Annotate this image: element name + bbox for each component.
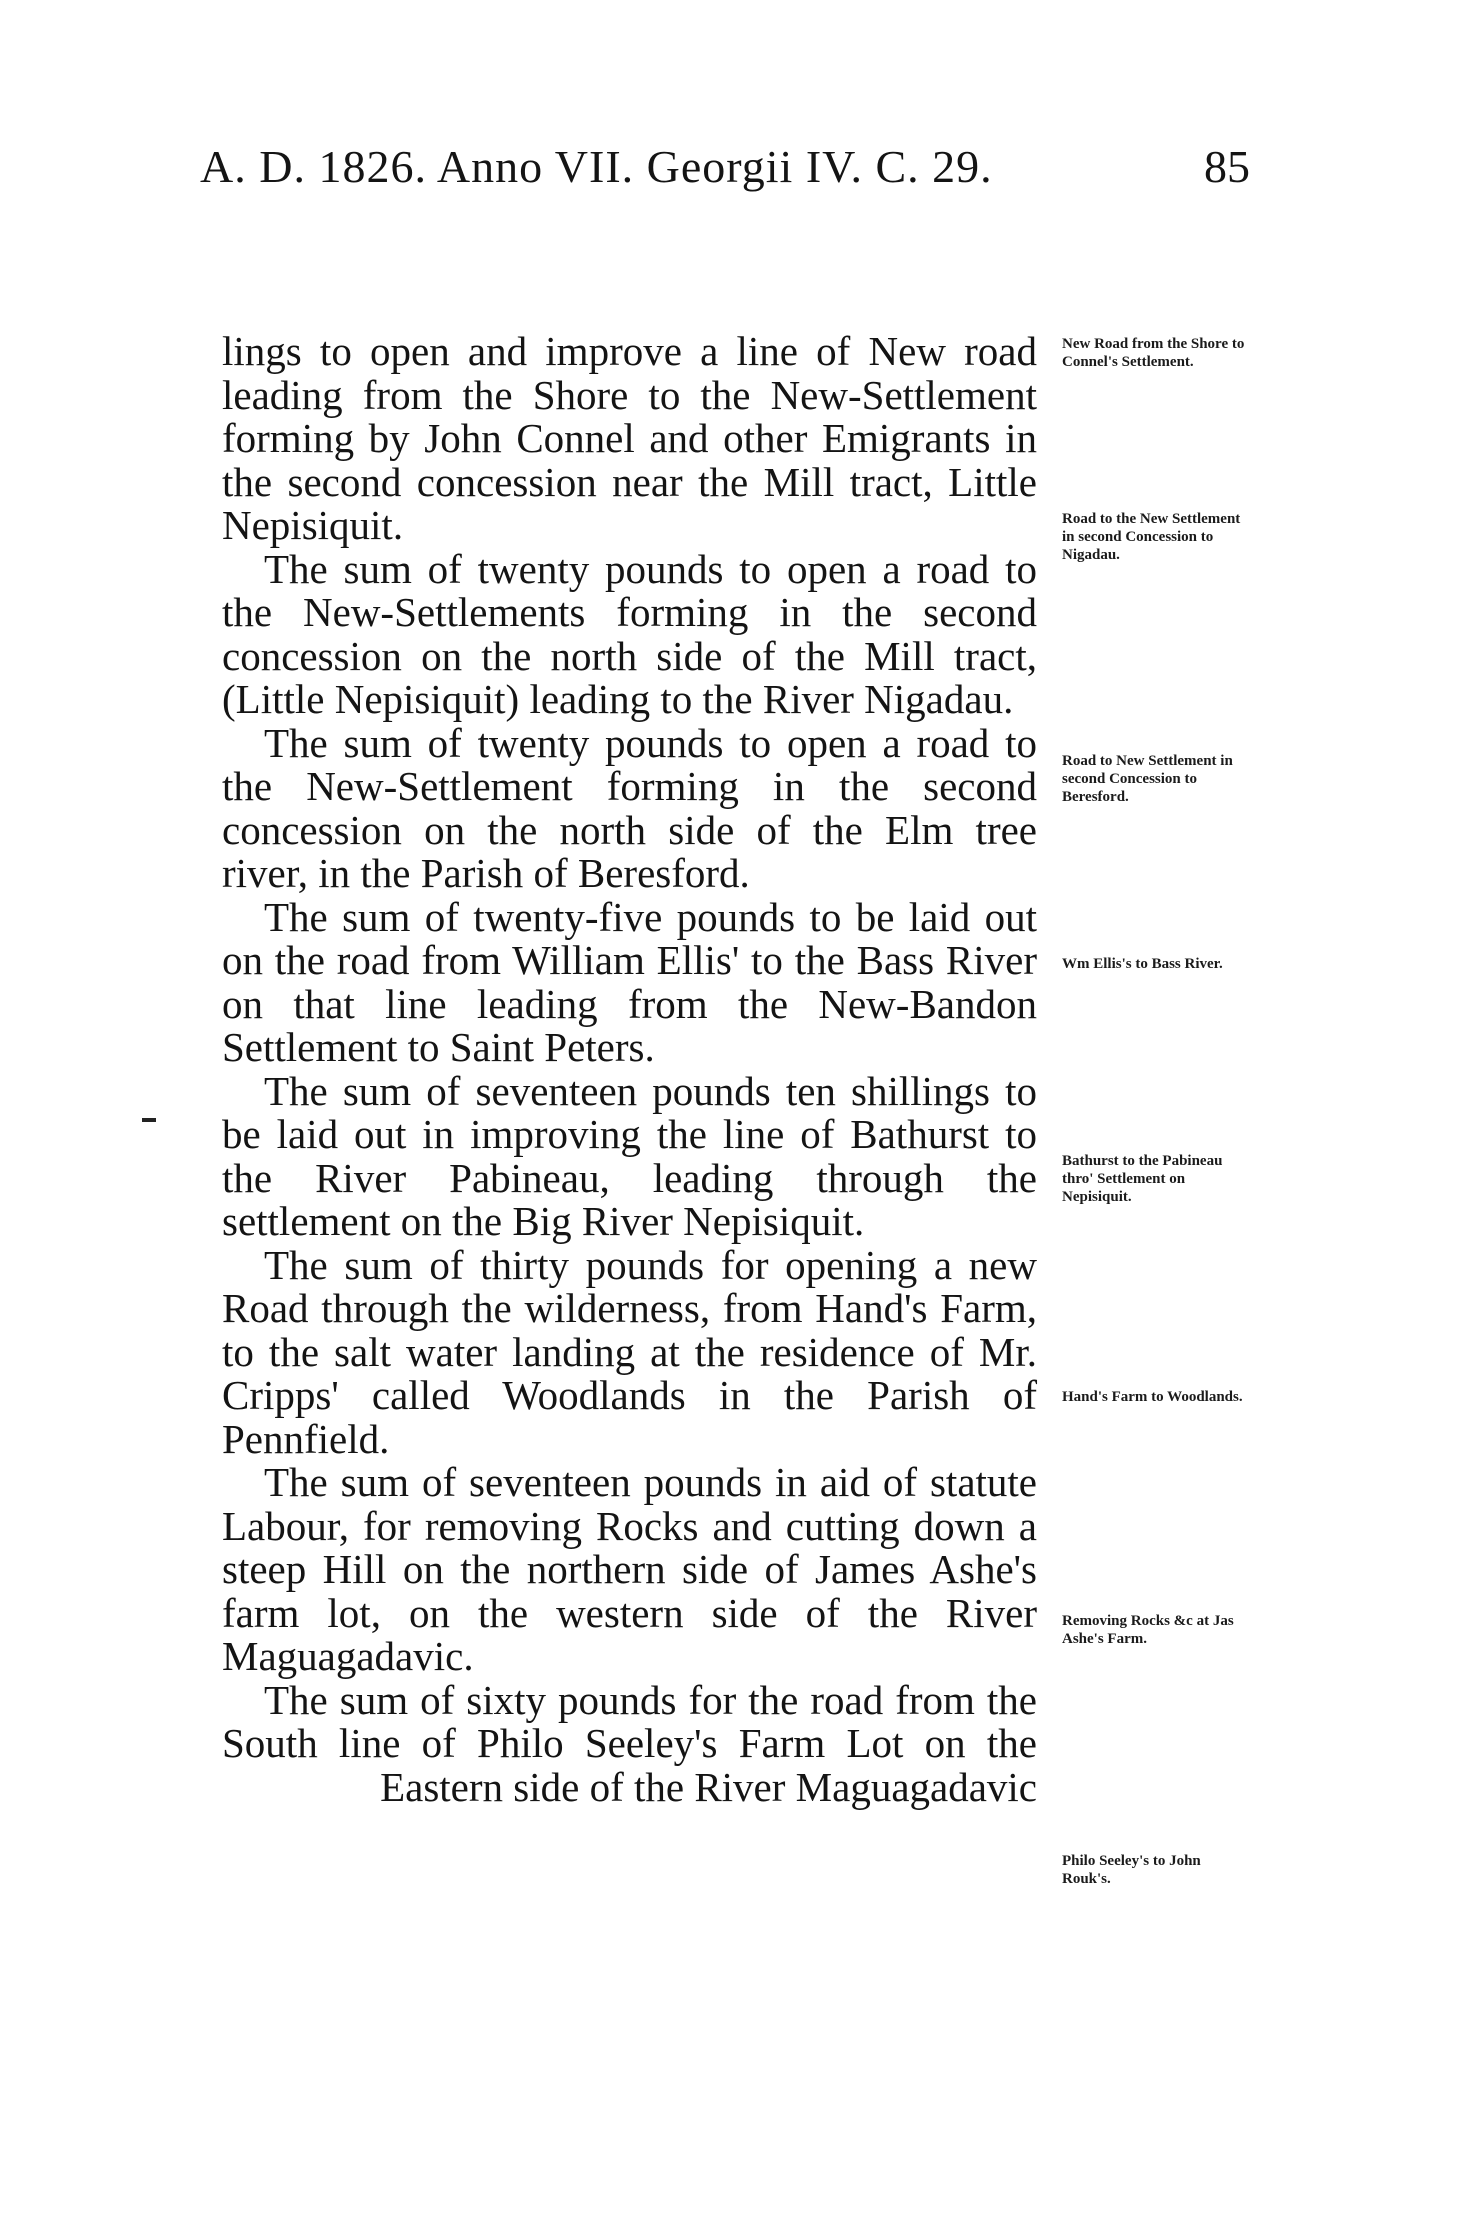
paragraph: The sum of twenty pounds to open a road to the New-Settlements forming in the second concession on the north side of the Mill tract, (Little Nepisiquit) leading to the River Nigadau.	[222, 545, 1037, 722]
margin-note: Hand's Farm to Woodlands.	[1062, 1389, 1243, 1405]
body-text	[222, 330, 1037, 1809]
margin-note: Philo Seeley's to John Rouk's.	[1062, 1853, 1201, 1887]
margin-note: Road to New Settlement in second Concession to Beresford.	[1062, 753, 1233, 805]
paragraph: The sum of twenty-five pounds to be laid out on the road from William Ellis' to the Bass River on that line leading from the New-Bandon Settlement to Saint Peters.	[222, 893, 1037, 1070]
paragraph: The sum of seventeen pounds ten shillings to be laid out in improving the line of Bathurst to the River Pabineau, leading through the settlement on the Big River Nepisiquit.	[222, 1067, 1037, 1244]
paragraph: The sum of twenty pounds to open a road to the New-Settlement forming in the second concession on the north side of the Elm tree river, in the Parish of Beresford.	[222, 719, 1037, 896]
margin-note: Wm Ellis's to Bass River.	[1062, 956, 1223, 972]
running-head-title: A. D. 1826. Anno VII. Georgii IV. C. 29.	[200, 141, 993, 192]
margin-note: New Road from the Shore to Connel's Settlement.	[1062, 336, 1245, 370]
paragraph: The sum of seventeen pounds in aid of statute Labour, for removing Rocks and cutting down a steep Hill on the northern side of James Ashe's farm lot, on the western side of the River Maguagadavic.	[222, 1459, 1037, 1679]
stray-ink-mark	[142, 1118, 156, 1122]
margin-note: Bathurst to the Pabineau thro' Settlement on Nepisiquit.	[1062, 1153, 1223, 1205]
margin-note: Road to the New Settlement in second Concession to Nigadau.	[1062, 511, 1241, 563]
running-head	[200, 140, 1250, 200]
paragraph: The sum of sixty pounds for the road from the South line of Philo Seeley's Farm Lot on the Eastern side of the River Maguagadavic	[222, 1676, 1037, 1810]
page-number: 85	[1204, 141, 1250, 192]
paragraph: lings to open and improve a line of New road leading from the Shore to the New-Settlement forming by John Connel and other Emigrants in the second concession near the Mill tract, Little Nepisiquit.	[222, 328, 1037, 548]
margin-note: Removing Rocks &c at Jas Ashe's Farm.	[1062, 1613, 1234, 1647]
paragraph: The sum of thirty pounds for opening a new Road through the wilderness, from Hand's Farm, to the salt water landing at the residence of Mr. Cripps' called Woodlands in the Parish of Pennfield.	[222, 1241, 1037, 1462]
